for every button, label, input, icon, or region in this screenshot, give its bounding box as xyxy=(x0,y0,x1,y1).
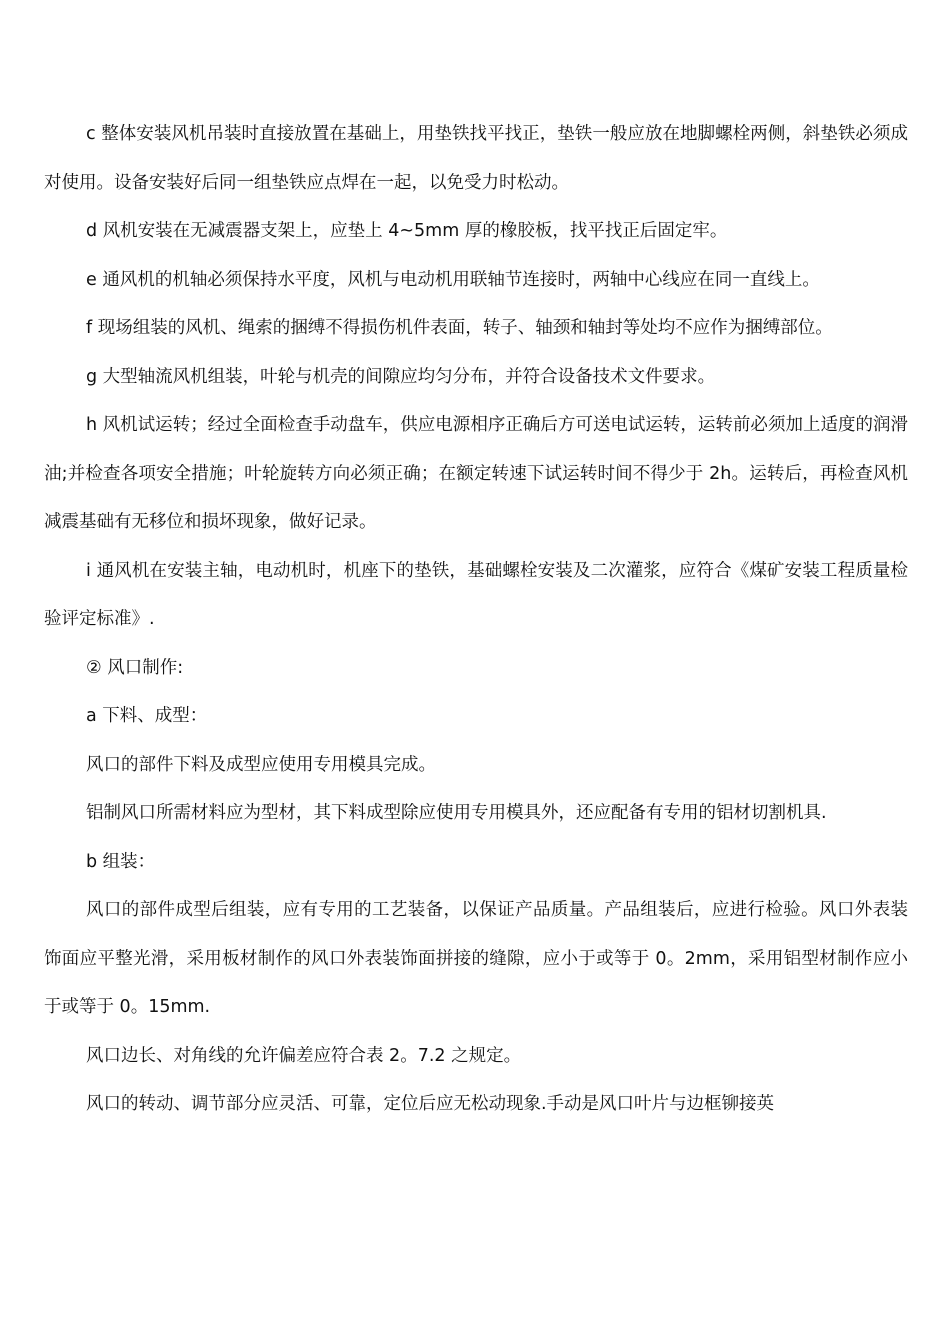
section-heading-vent-fabrication: ② 风口制作: xyxy=(86,657,184,678)
paragraph-aluminum-vents: 铝制风口所需材料应为型材，其下料成型除应使用专用模具外，还应配备有专用的铝材切割机具. xyxy=(86,803,827,823)
paragraph-c-fan-hoisting: c 整体安装风机吊装时直接放置在基础上，用垫铁找平找正，垫铁一般应放在地脚螺栓两侧，斜垫铁必须成对使用。设备安装好后同一组垫铁应点焊在一起，以免受力时松动。 xyxy=(44,124,908,193)
paragraph-vent-assembly-inspection: 风口的部件成型后组装，应有专用的工艺装备，以保证产品质量。产品组装后，应进行检验。风口外表装饰面应平整光滑，采用板材制作的风口外表装饰面拼接的缝隙，应小于或等于 0。2mm，采用铝型材制作应小于或等于 0。15mm. xyxy=(44,900,908,1017)
paragraph-f-rope-binding: f 现场组装的风机、绳索的捆缚不得损伤机件表面，转子、轴颈和轴封等处均不应作为捆缚部位。 xyxy=(86,318,833,338)
paragraph-d-rubber-pad: d 风机安装在无减震器支架上，应垫上 4~5mm 厚的橡胶板，找平找正后固定牢。 xyxy=(86,221,728,241)
paragraph-vent-parts-molds: 风口的部件下料及成型应使用专用模具完成。 xyxy=(86,754,436,775)
paragraph-i-main-shaft: i 通风机在安装主轴，电动机时，机座下的垫铁，基础螺栓安装及二次灌浆，应符合《煤矿安装工程质量检验评定标准》. xyxy=(44,560,908,629)
paragraph-rotating-parts: 风口的转动、调节部分应灵活、可靠，定位后应无松动现象.手动是风口叶片与边框铆接英 xyxy=(86,1094,775,1114)
document-body xyxy=(44,110,908,1129)
paragraph-tolerance-table: 风口边长、对角线的允许偏差应符合表 2。7.2 之规定。 xyxy=(86,1045,522,1066)
paragraph-g-axial-fan: g 大型轴流风机组装，叶轮与机壳的间隙应均匀分布，并符合设备技术文件要求。 xyxy=(86,366,716,387)
subheading-a-cutting-forming: a 下料、成型： xyxy=(86,706,208,726)
paragraph-e-shaft-level: e 通风机的机轴必须保持水平度，风机与电动机用联轴节连接时，两轴中心线应在同一直线上。 xyxy=(86,269,820,290)
subheading-b-assembly: b 组装： xyxy=(86,851,156,872)
paragraph-h-trial-run: h 风机试运转；经过全面检查手动盘车，供应电源相序正确后方可送电试运转，运转前必须加上适度的润滑油;并检查各项安全措施；叶轮旋转方向必须正确；在额定转速下试运转时间不得少于 2h。运转后，再检查风机减震基础有无移位和损坏现象，做好记录。 xyxy=(44,415,908,532)
